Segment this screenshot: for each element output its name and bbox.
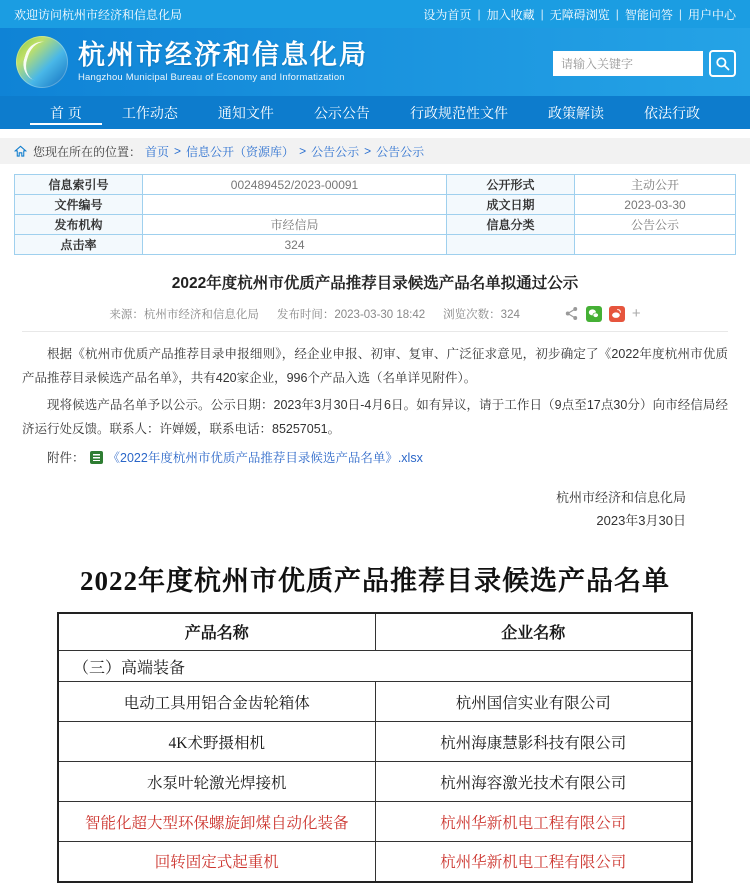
- embedded-document: [0, 559, 750, 883]
- utility-links: [423, 6, 736, 23]
- user-center-link[interactable]: 用户中心: [687, 7, 736, 22]
- nav-item-policy-interpretation[interactable]: 政策解读: [547, 104, 604, 121]
- nav-item-notices[interactable]: 通知文件: [217, 104, 274, 121]
- info-label: [447, 235, 575, 255]
- main-nav: [0, 96, 750, 129]
- info-label: 公开形式: [447, 175, 575, 195]
- signature-block: [22, 486, 728, 533]
- info-value-index-no: 002489452/2023-00091: [143, 175, 447, 195]
- nav-item-announcements[interactable]: 公示公告: [313, 104, 370, 121]
- breadcrumb-separator: >: [174, 144, 182, 158]
- search-button[interactable]: [709, 50, 736, 77]
- info-label: 成文日期: [447, 195, 575, 215]
- breadcrumb-wrap: [0, 129, 750, 170]
- home-icon: [14, 145, 27, 158]
- article-paragraph: 现将候选产品名单予以公示。公示日期：2023年3月30日-4月6日。如有异议，请于工作日（9点至17点30分）向市经信局经济运行处反馈。联系人：许婵媛，联系电话：85257051。: [22, 397, 728, 437]
- article-meta: [22, 305, 728, 332]
- info-value-open-form: 主动公开: [575, 175, 736, 195]
- table-row: [15, 235, 736, 255]
- breadcrumb-info-disclosure[interactable]: 信息公开（资源库）: [186, 144, 295, 159]
- product-cell: 回转固定式起重机: [58, 842, 375, 882]
- product-cell: 智能化超大型环保螺旋卸煤自动化装备: [58, 802, 375, 842]
- excel-file-icon: [90, 451, 103, 464]
- section-row: [58, 651, 692, 682]
- separator: |: [477, 7, 481, 21]
- info-value-date: 2023-03-30: [575, 195, 736, 215]
- breadcrumb-announcements[interactable]: 公告公示: [311, 144, 360, 159]
- meta-view-count: 浏览次数：324: [443, 308, 520, 321]
- column-header-company: 企业名称: [375, 613, 692, 651]
- company-cell: 杭州华新机电工程有限公司: [375, 802, 692, 842]
- signature-date: 2023年3月30日: [596, 513, 686, 529]
- document-info-table: [14, 174, 736, 255]
- info-label: 点击率: [15, 235, 143, 255]
- site-header: [0, 28, 750, 96]
- product-cell: 电动工具用铝合金齿轮箱体: [58, 682, 375, 722]
- share-icon[interactable]: [564, 306, 579, 321]
- article: [0, 255, 750, 533]
- separator: |: [678, 7, 682, 21]
- site-subtitle: Hangzhou Municipal Bureau of Economy and Informatization: [78, 72, 345, 84]
- attachment-label: 附件：: [47, 450, 85, 465]
- weibo-share-icon[interactable]: [609, 306, 625, 322]
- info-value-clicks: 324: [143, 235, 447, 255]
- article-paragraph: 根据《杭州市优质产品推荐目录申报细则》，经企业申报、初审、复审、广泛征求意见，初步确定了《2022年度杭州市优质产品推荐目录候选产品名单》，共有420家企业，996个产品入选（名单详见附件）。: [22, 347, 728, 386]
- article-body: [22, 342, 728, 470]
- breadcrumb-separator: >: [299, 144, 307, 158]
- separator: |: [540, 7, 544, 21]
- table-row: [58, 682, 692, 722]
- site-brand: [78, 41, 368, 84]
- welcome-text: 欢迎访问杭州市经济和信息化局: [14, 7, 183, 22]
- meta-source: 来源：杭州市经济和信息化局: [109, 308, 259, 321]
- table-row: [58, 722, 692, 762]
- search-input[interactable]: [553, 51, 703, 76]
- nav-item-regulatory-docs[interactable]: 行政规范性文件: [409, 104, 508, 121]
- info-value-doc-no: [143, 195, 447, 215]
- set-homepage-link[interactable]: 设为首页: [423, 7, 472, 22]
- nav-item-home[interactable]: 首 页: [44, 96, 88, 129]
- share-bar: [564, 305, 641, 322]
- table-row: [58, 762, 692, 802]
- attachment-link[interactable]: 《2022年度杭州市优质产品推荐目录候选产品名单》.xlsx: [107, 450, 423, 465]
- info-label: 发布机构: [15, 215, 143, 235]
- breadcrumb-current[interactable]: 公告公示: [376, 144, 425, 159]
- product-list-table: [57, 612, 693, 883]
- column-header-product: 产品名称: [58, 613, 375, 651]
- table-row: [15, 175, 736, 195]
- table-row-highlighted: [58, 802, 692, 842]
- company-cell: 杭州海康慧影科技有限公司: [375, 722, 692, 762]
- top-utility-bar: [0, 0, 750, 28]
- site-title: 杭州市经济和信息化局: [78, 39, 368, 70]
- table-row-highlighted: [58, 842, 692, 882]
- company-cell: 杭州国信实业有限公司: [375, 682, 692, 722]
- search-icon: [715, 56, 730, 71]
- nav-item-law-administration[interactable]: 依法行政: [643, 104, 700, 121]
- table-row: [15, 195, 736, 215]
- smart-qa-link[interactable]: 智能问答: [624, 7, 673, 22]
- accessibility-link[interactable]: 无障碍浏览: [549, 7, 610, 22]
- more-share-button[interactable]: +: [631, 305, 641, 322]
- info-label: 文件编号: [15, 195, 143, 215]
- info-label: 信息索引号: [15, 175, 143, 195]
- breadcrumb-home[interactable]: 首页: [145, 144, 170, 159]
- company-cell: 杭州海容激光技术有限公司: [375, 762, 692, 802]
- site-search: [553, 50, 736, 77]
- product-cell: 水泵叶轮激光焊接机: [58, 762, 375, 802]
- add-favorite-link[interactable]: 加入收藏: [486, 7, 535, 22]
- attachment-row: [22, 446, 728, 470]
- product-cell: 4K术野摄相机: [58, 722, 375, 762]
- info-value-empty: [575, 235, 736, 255]
- section-title: （三）高端装备: [58, 651, 692, 682]
- info-label: 信息分类: [447, 215, 575, 235]
- wechat-share-icon[interactable]: [586, 306, 602, 322]
- breadcrumb-separator: >: [364, 144, 372, 158]
- breadcrumb: [0, 138, 750, 164]
- document-title: 2022年度杭州市优质产品推荐目录候选产品名单: [80, 565, 670, 596]
- nav-item-work-news[interactable]: 工作动态: [121, 104, 178, 121]
- table-header-row: [58, 613, 692, 651]
- signature-org: 杭州市经济和信息化局: [555, 489, 686, 505]
- info-value-category: 公告公示: [575, 215, 736, 235]
- info-value-publisher: 市经信局: [143, 215, 447, 235]
- meta-publish-time: 发布时间：2023-03-30 18:42: [276, 308, 426, 321]
- company-cell: 杭州华新机电工程有限公司: [375, 842, 692, 882]
- breadcrumb-prefix: 您现在所在的位置：: [33, 144, 142, 159]
- separator: |: [615, 7, 619, 21]
- article-title: 2022年度杭州市优质产品推荐目录候选产品名单拟通过公示: [171, 275, 579, 292]
- bureau-logo-icon: [16, 36, 68, 88]
- table-row: [15, 215, 736, 235]
